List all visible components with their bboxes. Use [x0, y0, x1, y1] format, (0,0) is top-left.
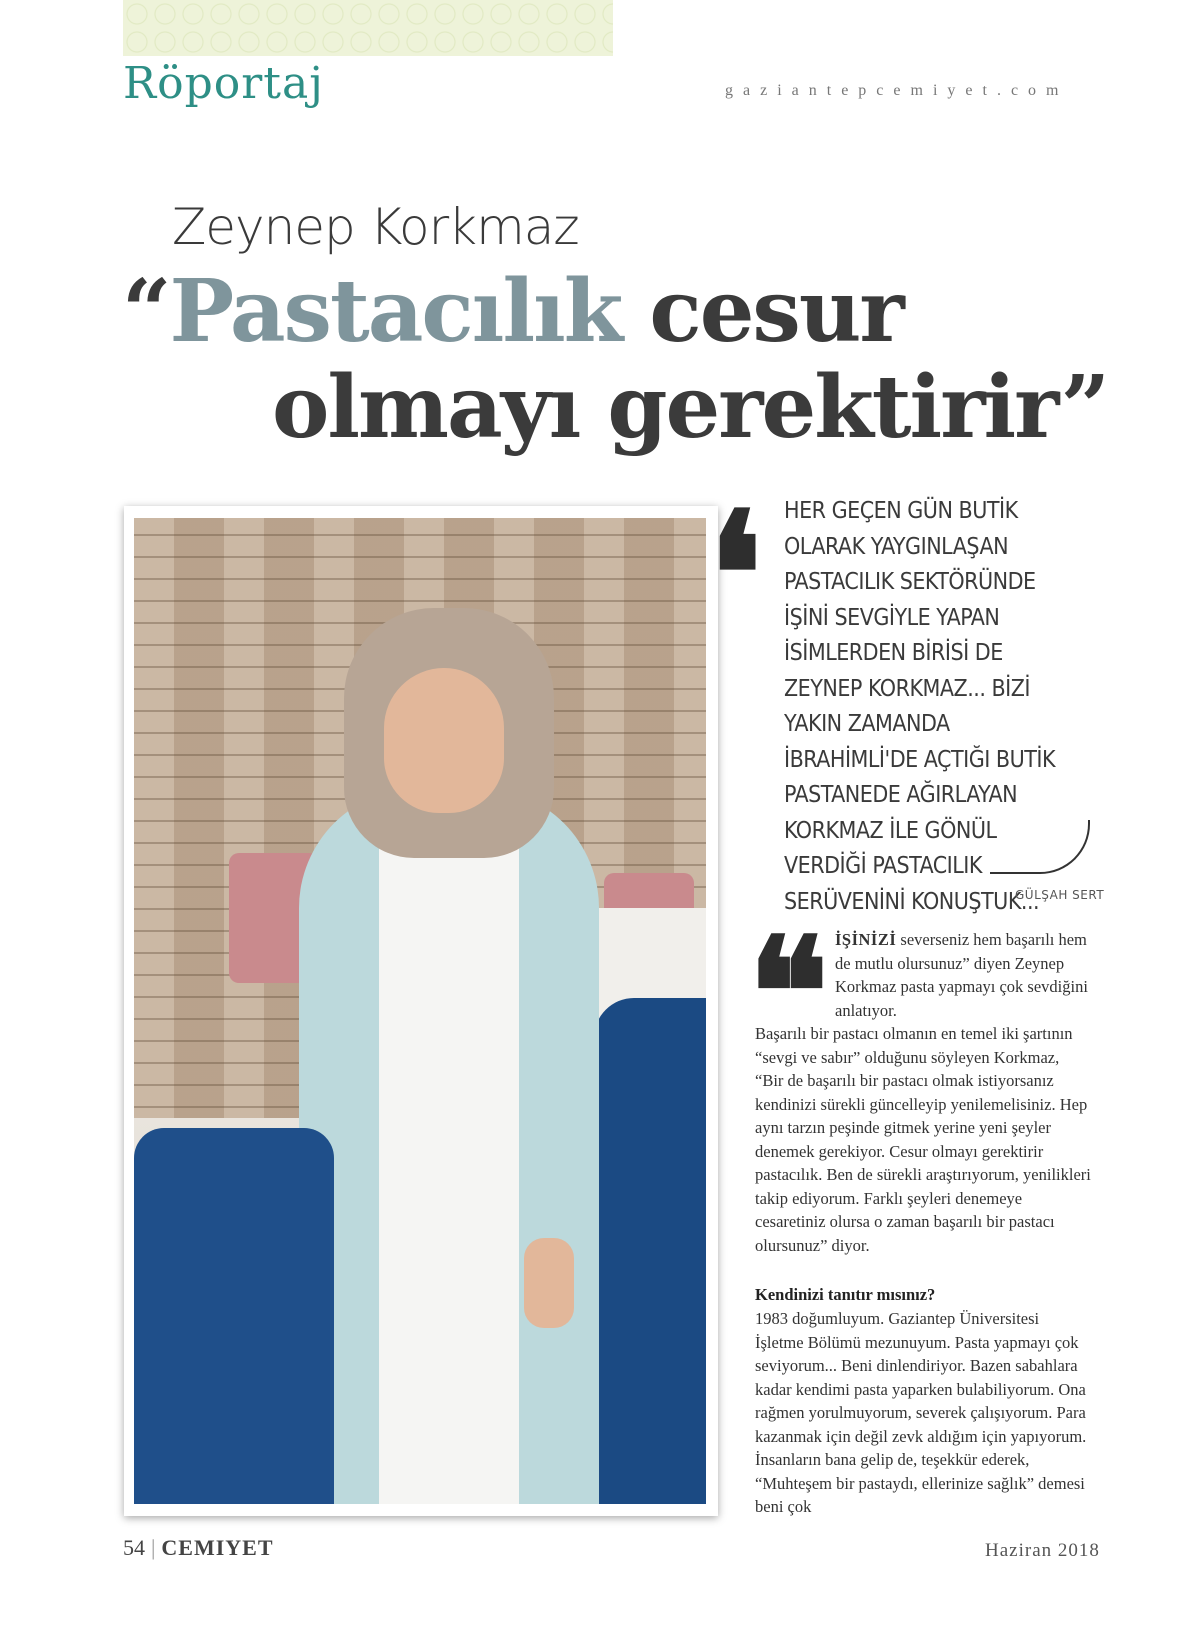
intro-paragraph-continued: Başarılı bir pastacı olmanın en temel iki şartının “sevgi ve sabır” olduğunu söyleyen Korkmaz, “Bir de başarılı bir pastacı olmak istiyorsanız kendinizi sürekli güncelleyip yenilemelisiniz. Hep aynı tarzın peşinde gitmek yerine yeni şeyler denemek gerekiyor. Cesur olmayı gerektirir pastacılık. Ben de sürekli araştırıyorum, yenilikleri takip ediyorum. Farklı şeyleri denemeye cesaretiniz olursa o zaman başarılı bir pastacı olursunuz” diyor.	[755, 1024, 1091, 1255]
answer-paragraph: 1983 doğumluyum. Gaziantep Üniversitesi İşletme Bölümü mezunuyum. Pasta yapmayı çok seviyorum... Beni dinlendiriyor. Bazen sabahlara kadar kendimi pasta yaparken bulabiliyorum. Ona rağmen yorulmuyorum, severek çalışıyorum. Para kazanmak için değil zevk aldığım için yapıyorum. İnsanların bana gelip de, teşekkür ederek, “Muhteşem bir pastaydı, ellerinize sağlık” demesi beni çok	[755, 1309, 1087, 1516]
author-credit: GÜLŞAH SERT	[1015, 888, 1105, 902]
section-title: Röportaj	[123, 58, 324, 109]
issue-date: Haziran 2018	[985, 1540, 1100, 1561]
question-heading: Kendinizi tanıtır mısınız?	[755, 1285, 936, 1304]
blue-chair-left	[134, 1128, 334, 1504]
footer-separator: |	[151, 1535, 156, 1560]
portrait-photo	[134, 518, 706, 1504]
face	[384, 668, 504, 813]
right-hand	[524, 1238, 574, 1328]
headline-line1-rest: cesur	[621, 261, 903, 362]
headline-line2: olmayı gerektirir”	[272, 357, 1109, 458]
site-url: gaziantepcemiyet.com	[725, 82, 1069, 99]
magazine-name: CEMIYET	[161, 1535, 274, 1560]
headline	[122, 261, 1109, 458]
page-footer	[123, 1535, 274, 1561]
lead-paragraph: HER GEÇEN GÜN BUTİK OLARAK YAYGINLAŞAN PASTACILIK SEKTÖRÜNDE İŞİNİ SEVGİYLE YAPAN İSİMLERDEN BİRİSİ DE ZEYNEP KORKMAZ... BİZİ YAKIN ZAMANDA İBRAHİMLİ'DE AÇTIĞI BUTİK PASTANEDE AĞIRLAYAN KORKMAZ İLE GÖNÜL VERDİĞİ PASTACILIK SERÜVENİNİ KONUŞTUK...	[784, 498, 1056, 915]
lead-word: İŞİNİZİ	[835, 930, 897, 949]
intro-first-text: severseniz hem başarılı hem de mutlu olursunuz” diyen Zeynep Korkmaz pasta yapmayı çok sevdiğini anlatıyor.	[835, 930, 1088, 1020]
white-shirt	[379, 808, 519, 1504]
headline-highlight: Pastacılık	[169, 261, 622, 362]
body-quote-icon: ❝	[748, 905, 829, 1081]
headline-open-quote: “	[122, 261, 170, 362]
decorative-pattern-band	[123, 0, 613, 56]
lead-quote-icon: ❛	[708, 475, 763, 675]
page-number: 54	[123, 1535, 145, 1560]
portrait-photo-frame	[124, 506, 718, 1516]
interviewee-name: Zeynep Korkmaz	[172, 198, 579, 256]
intro-paragraph-start	[835, 928, 1091, 1022]
